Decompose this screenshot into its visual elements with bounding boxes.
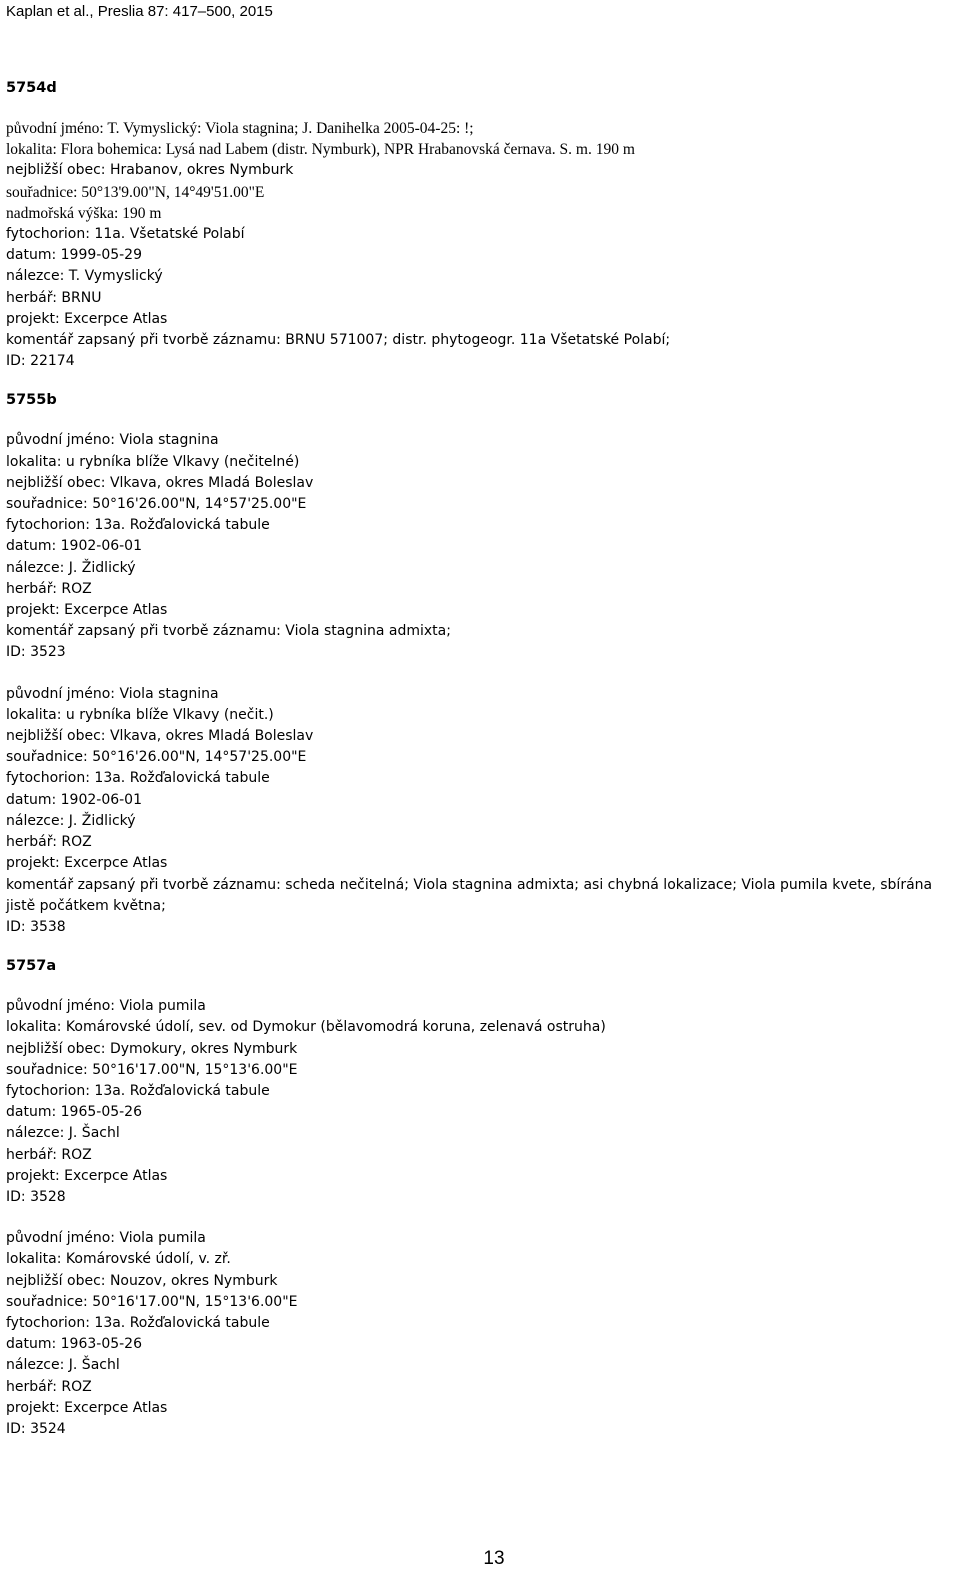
record-field: ID: 3523 — [6, 644, 66, 661]
record-field: ID: 3528 — [6, 1188, 66, 1205]
record-field: ID: 3524 — [6, 1420, 66, 1437]
spacer — [6, 410, 954, 430]
record-field: ID: 22174 — [6, 353, 75, 370]
record-field: herbář: ROZ — [6, 1378, 92, 1395]
spacer — [6, 372, 954, 390]
record-field: herbář: ROZ — [6, 1146, 92, 1163]
record-field: fytochorion: 13a. Rožďalovická tabule — [6, 517, 270, 534]
spacer — [6, 1208, 954, 1228]
record-field: nálezce: J. Židlický — [6, 559, 136, 576]
record-field: nálezce: J. Šachl — [6, 1125, 120, 1142]
record-field: lokalita: Flora bohemica: Lysá nad Labem (distr. Nymburk), NPR Hrabanovská černava. S. m. 190 m — [6, 141, 635, 159]
record-field: herbář: ROZ — [6, 834, 92, 851]
record-field: projekt: Excerpce Atlas — [6, 602, 168, 619]
record-field: lokalita: Komárovské údolí, sev. od Dymokur (bělavomodrá koruna, zelenavá ostruha) — [6, 1019, 606, 1036]
record-field: komentář zapsaný při tvorbě záznamu: BRNU 571007; distr. phytogeogr. 11a Všetatské Polabí; — [6, 332, 671, 349]
record-field: souřadnice: 50°16'26.00"N, 14°57'25.00"E — [6, 749, 307, 766]
record-field: nálezce: J. Židlický — [6, 812, 136, 829]
running-header: Kaplan et al., Preslia 87: 417–500, 2015 — [6, 3, 273, 20]
record-field: nejbližší obec: Hrabanov, okres Nymburk — [6, 162, 294, 179]
spacer — [6, 664, 954, 684]
record-field: projekt: Excerpce Atlas — [6, 310, 168, 327]
record-field: souřadnice: 50°16'17.00"N, 15°13'6.00"E — [6, 1061, 298, 1078]
record-field: původní jméno: Viola stagnina — [6, 685, 219, 702]
record-field: datum: 1902-06-01 — [6, 538, 142, 555]
record-field: datum: 1999-05-29 — [6, 247, 142, 264]
record-field: komentář zapsaný při tvorbě záznamu: Viola stagnina admixta; — [6, 623, 451, 640]
record-field: projekt: Excerpce Atlas — [6, 1167, 168, 1184]
record-field: projekt: Excerpce Atlas — [6, 855, 168, 872]
record-field: původní jméno: Viola pumila — [6, 998, 206, 1015]
record-field: nálezce: J. Šachl — [6, 1357, 120, 1374]
record-field: datum: 1963-05-26 — [6, 1336, 142, 1353]
spacer — [6, 98, 954, 118]
specimen-record — [6, 118, 954, 372]
document-body — [6, 78, 954, 1458]
record-field: lokalita: Komárovské údolí, v. zř. — [6, 1251, 231, 1268]
spacer — [6, 1440, 954, 1458]
record-field: souřadnice: 50°16'26.00"N, 14°57'25.00"E — [6, 496, 307, 513]
record-field: ID: 3538 — [6, 918, 66, 935]
record-field: lokalita: u rybníka blíže Vlkavy (nečitelné) — [6, 453, 300, 470]
section-heading: 5757a — [6, 958, 57, 975]
record-field: herbář: BRNU — [6, 289, 102, 306]
record-field: datum: 1965-05-26 — [6, 1104, 142, 1121]
record-field: herbář: ROZ — [6, 580, 92, 597]
record-field: souřadnice: 50°16'17.00"N, 15°13'6.00"E — [6, 1293, 298, 1310]
record-field: nejbližší obec: Vlkava, okres Mladá Boleslav — [6, 728, 314, 745]
spacer — [6, 938, 954, 956]
record-field: nejbližší obec: Vlkava, okres Mladá Boleslav — [6, 474, 314, 491]
record-field: původní jméno: T. Vymyslický: Viola stagnina; J. Danihelka 2005-04-25: !; — [6, 120, 474, 137]
page-number: 13 — [483, 1548, 505, 1569]
record-field: projekt: Excerpce Atlas — [6, 1399, 168, 1416]
specimen-record — [6, 996, 954, 1208]
record-field: nálezce: T. Vymyslický — [6, 268, 163, 285]
record-field: nadmořská výška: 190 m — [6, 204, 162, 222]
record-field: původní jméno: Viola stagnina — [6, 432, 219, 449]
record-field: fytochorion: 13a. Rožďalovická tabule — [6, 1314, 270, 1331]
record-field: fytochorion: 11a. Všetatské Polabí — [6, 226, 245, 243]
section-heading: 5754d — [6, 80, 57, 96]
record-field: původní jméno: Viola pumila — [6, 1230, 206, 1247]
specimen-record — [6, 1228, 954, 1440]
section-heading: 5755b — [6, 392, 57, 409]
spacer — [6, 976, 954, 996]
record-field: nejbližší obec: Dymokury, okres Nymburk — [6, 1040, 298, 1057]
record-field: komentář zapsaný při tvorbě záznamu: scheda nečitelná; Viola stagnina admixta; asi chybná lokalizace; Viola pumila kvete, sbírána jistě počátkem květnа; — [6, 876, 933, 914]
record-field: souřadnice: 50°13'9.00"N, 14°49'51.00"E — [6, 183, 265, 201]
specimen-record — [6, 430, 954, 663]
specimen-record — [6, 684, 954, 938]
record-field: fytochorion: 13a. Rožďalovická tabule — [6, 770, 270, 787]
record-field: fytochorion: 13a. Rožďalovická tabule — [6, 1082, 270, 1099]
record-field: nejbližší obec: Nouzov, okres Nymburk — [6, 1272, 278, 1289]
record-field: lokalita: u rybníka blíže Vlkavy (nečit.) — [6, 706, 274, 723]
record-field: datum: 1902-06-01 — [6, 791, 142, 808]
